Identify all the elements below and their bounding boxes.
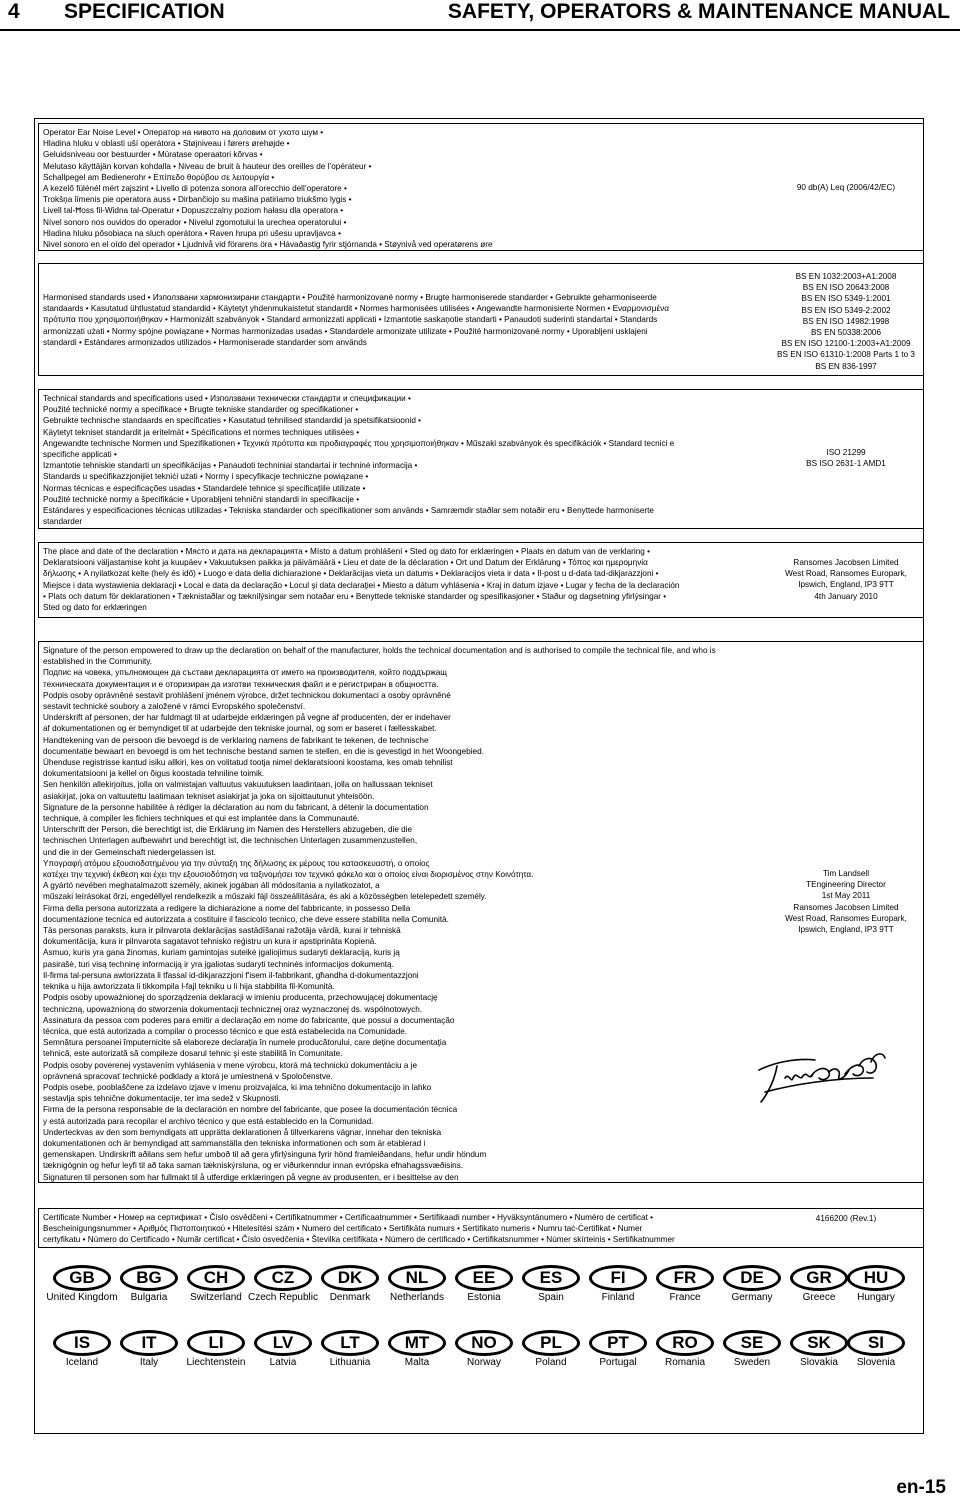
country-name: Portugal (599, 1357, 637, 1368)
country-code: DK (321, 1265, 379, 1291)
signature-line: Podpis osoby upoważnionej do sporządzenia deklaracji w imieniu producenta, przechowującej dokumentację (43, 993, 438, 1003)
country-code: SI (847, 1330, 905, 1356)
country-code: PL (522, 1330, 580, 1356)
signature-line: dokumentācija, kura ir pilnvarota sagatavot tehnisko reģistru un kura ir apstiprināta Kopienā. (43, 937, 377, 947)
signature-line: asiakirjat, joka on valtuutettu laatimaan tekniset asiakirjat ja joka on sijoittautunut yhteisöön. (43, 791, 375, 801)
standard-item: BS EN ISO 5349-2:2002 (801, 305, 891, 315)
certificate-section (38, 1208, 924, 1248)
country-name: United Kingdom (46, 1292, 118, 1303)
country-name: Spain (538, 1292, 564, 1303)
country-code: CZ (254, 1265, 312, 1291)
country-fr (655, 1265, 715, 1309)
country-name: Romania (664, 1357, 706, 1368)
standard-item: BS EN ISO 14982:1998 (802, 316, 890, 326)
country-name: Iceland (65, 1357, 99, 1368)
declaration-line: Deklaratsiooni väljastamise koht ja kuupäev • Vakuutuksen paikka ja päivämäärä • Lieu et date de la déclaration • Ort und Datum der Erklärung • Τόπος και ημερομηνία (43, 558, 648, 568)
place-line: Ransomes Jacobsen Limited (793, 558, 899, 567)
noise-line: Operator Ear Noise Level • Оператор на нивото на доловим от ухото шум • (43, 128, 324, 137)
signature-line: established in the Community. (43, 657, 153, 667)
country-code: FI (589, 1265, 647, 1291)
country-name: Switzerland (190, 1292, 242, 1303)
declaration-line: δήλωσης • A nyilatkozat kelte (hely és idő) • Luogo e data della dichiarazione • Deklarācijas vieta un datums • Deklaracijos vieta ir data • Il-post u d-data tad-dikjarazzjoni • (43, 569, 659, 579)
country-lt (320, 1330, 380, 1374)
standard-item: ISO 21299 (826, 448, 866, 457)
declaration-place (769, 557, 923, 602)
signature-line: Podpis osoby poverenej vystavením vyhlásenia v mene výrobcu, ktorá má technickú dokumentáciu a je (43, 1060, 418, 1070)
country-code: SE (723, 1330, 781, 1356)
country-name: Slovenia (856, 1357, 896, 1368)
standard-item: BS ISO 2631-1 AMD1 (806, 459, 886, 469)
certificate-text (43, 1212, 728, 1246)
country-nl (387, 1265, 447, 1309)
noise-line: A kezelő fülénél mért zajszint • Livello di potenza sonora all’orecchio dell’operatore • (43, 184, 347, 194)
signature-line: und die in der Gemeinschaft niedergelassen ist. (43, 847, 216, 857)
harmonised-standards (769, 271, 923, 372)
country-code: ES (522, 1265, 580, 1291)
signature-line: dokumentatsiooni ja kellel on õigus koostada tehniline toimik. (43, 769, 265, 779)
country-name: Malta (404, 1357, 430, 1368)
declaration-line: The place and date of the declaration • Място и дата на декларацията • Místo a datum prohlášení • Sted og dato for erklæringen • Plaats en datum van de verklaring • (43, 547, 650, 556)
technical-line: Käytetyt tekniset standardit ja eritelmät • Spécifications et normes techniques utilisées • (43, 427, 360, 437)
country-code: FR (656, 1265, 714, 1291)
manual-title: SAFETY, OPERATORS & MAINTENANCE MANUAL (447, 0, 950, 23)
certificate-number: 4166200 (Rev.1) (815, 1214, 877, 1223)
noise-line: Nível sonoro nos ouvidos do operador • Nivelul zgomotului la urechea operatorului • (43, 217, 347, 227)
country-code: HU (847, 1265, 905, 1291)
signature-line: Underteckvas av den som bemyndigats att upprätta deklarationen å tillverkarens vägnar, innehar den tekniska (43, 1127, 442, 1137)
country-name: Slovakia (800, 1357, 838, 1368)
country-hu (846, 1265, 906, 1309)
country-name: Hungary (857, 1292, 895, 1303)
declaration-text (43, 546, 728, 613)
country-code: LV (254, 1330, 312, 1356)
signature-line: sestavlja spis tehnične dokumentacije, ter ima sedež v Skupnosti. (43, 1094, 281, 1104)
technical-line: Technical standards and specifications used • Използвани технически стандарти и спецификации • (43, 394, 411, 403)
country-se (722, 1330, 782, 1374)
country-lv (253, 1330, 313, 1374)
signatory-details (769, 868, 923, 935)
standard-item: BS EN 50338:2006 (810, 328, 882, 338)
certificate-line: certyfikatu • Número do Certificado • Număr certificat • Číslo osvedčenia • Številka certifikata • Número de certificado • Certifikatsnummer • Númer skírteinis • Sertifikatnummer (43, 1235, 675, 1245)
harmonised-line: standardi • Estándares armonizados utilizados • Harmoniserade standarder som används (43, 337, 367, 347)
place-line: West Road, Ransomes Europark, (785, 569, 907, 579)
signature-line: oprávnená spracovať technické podklady a ktorá je umiestnená v Spoločenstve. (43, 1071, 333, 1081)
technical-line: Estándares y especificaciones técnicas utilizadas • Tekniska standarder och specifikationer som används • Samræmdir staðlar sem notaðir eru • Benyttede harmoniserte (43, 506, 654, 516)
signature-line: techniczną, upoważnioną do stworzenia dokumentacji technicznej oraz wyznaczonej ds. wspólnotowych. (43, 1004, 423, 1014)
section-number: 4 (8, 0, 20, 23)
technical-line: specifiche applicati • (43, 450, 117, 460)
declaration-line: Sted og dato for erklæringen (43, 603, 147, 613)
signatory-line: Ipswich, England, IP3 9TT (798, 925, 894, 935)
signature-line: Podpis osoby oprávněné sestavit prohlášení jménem výrobce, držet technickou dokumentaci a osoby oprávněné (43, 690, 451, 700)
country-fi (588, 1265, 648, 1309)
country-name: Norway (467, 1357, 501, 1368)
country-code: RO (656, 1330, 714, 1356)
signature-line: műszaki leírásokat őrzi, engedéllyel rendelkezik a műszaki fájl összeállítására, és aki a közösségben letelepedett személy. (43, 892, 487, 902)
technical-standards (769, 447, 923, 469)
country-code: SK (790, 1330, 848, 1356)
country-code: LT (321, 1330, 379, 1356)
technical-line: standarder (43, 517, 83, 527)
country-name: Czech Republic (247, 1292, 319, 1303)
noise-section (38, 123, 924, 251)
technical-line: Angewandte technische Normen und Spezifikationen • Τεχνικά πρότυπα και προδιαγραφές που χρησιμοποιήθηκαν • Műszaki szabványok és specifikációk • Standard tecnici e (43, 438, 675, 448)
technical-section (38, 389, 924, 529)
signature-line: technischen Unterlagen aufbewahrt und berechtigt ist, die technischen Unterlagen zusammenzustellen, (43, 836, 418, 846)
country-it (119, 1330, 179, 1374)
noise-line: Geluidsniveau oor bestuurder • Müratase operaatori kõrvas • (43, 150, 263, 160)
noise-line: Schallpegel am Bedienerohr • Επίπεδο θορύβου σε λειτουργία • (43, 172, 275, 182)
country-gb (46, 1265, 118, 1309)
noise-value: 90 db(A) Leq (2006/42/EC) (796, 183, 896, 192)
country-name: Bulgaria (130, 1292, 168, 1303)
country-code: GB (53, 1265, 111, 1291)
noise-text (43, 127, 728, 250)
harmonised-line: πρότυπα που χρησιμοποιήθηκαν • Harmonizált szabványok • Standard armonizzati applicati • Izmantotie saskaņotie standarti • Panaudoti suderinti standartai • Standards (43, 315, 658, 325)
signature-line: техническата документация и е оторизиран да изготви техническия файл и е регистриран в общността. (43, 679, 439, 689)
signature-line: Handtekening van de persoon die bevoegd is de verklaring namens de fabrikant te tekenen, de technische (43, 735, 429, 745)
signature-line: tehnică, este autorizată să compileze dosarul tehnic şi este stabilită în Comunitate. (43, 1049, 343, 1059)
place-line: 4th January 2010 (814, 591, 878, 601)
country-code: PT (589, 1330, 647, 1356)
country-bg (119, 1265, 179, 1309)
country-name: Liechtenstein (186, 1357, 246, 1368)
signature-line: Underskrift af personen, der har fuldmagt til at udarbejde erklæringen på vegne af producenten, der er indehaver (43, 713, 451, 723)
declaration-line: Miejsce i data wystawienia deklaracji • Local e data da declaração • Locul şi data declaraţiei • Miesto a dátum vyhlásenia • Kraj in datum izjave • Lugar y fecha de la declaración (43, 580, 680, 590)
signature-line: af dokumentationen og er bemyndiget til at udarbejde den tekniske journal, og som er baseret i fællesskabet. (43, 724, 437, 734)
signature-line: documentatie bewaart en bevoegd is om het technische bestand samen te stellen, en die is gevestigd in het Woongebied. (43, 746, 484, 756)
signature-line: Υπογραφή ατόμου εξουσιοδοτημένου για την σύνταξη της δήλωσης εκ μέρους του κατασκευαστή, ο οποίος (43, 858, 430, 868)
country-de (722, 1265, 782, 1309)
country-no (454, 1330, 514, 1374)
noise-line: Hladina hluku v oblasti uší operátora • Støjniveau i førers ørehøjde • (43, 139, 290, 149)
section-label: SPECIFICATION (64, 0, 225, 23)
standard-item: BS EN ISO 61310-1:2008 Parts 1 to 3 (777, 350, 915, 360)
noise-line: Livell tal-Ħoss fil-Widna tal-Operatur • Dopuszczalny poziom hałasu dla operatora • (43, 206, 344, 216)
signature-line: Подпис на човека, упълномощен да състави декларацията от името на производителя, който поддържащ (43, 668, 448, 678)
technical-line: Použité technické normy a specifikace • Brugte tekniske standarder og specifikationer • (43, 405, 359, 415)
signature-line: tæknigögnin og hefur leyfi til að taka saman tækniskýrsluna, og er viðurkenndur innan evrópska efnahagssvæðisins. (43, 1161, 464, 1171)
signature-line: gemenskapen. Undirskrift aðilans sem hefur umboð til að gera yfirlýsinguna fyrir hönd framleiðandans, hefur undir höndum (43, 1150, 487, 1160)
country-name: Netherlands (390, 1292, 444, 1303)
signatory-line: Tim Landsell (822, 869, 870, 878)
harmonised-text (43, 292, 728, 348)
signatory-line: 1st May 2011 (821, 891, 871, 901)
signature-line: Unterschrift der Person, die berechtigt ist, die Erklärung im Namen des Herstellers abzugeben, die die (43, 825, 413, 835)
country-si (846, 1330, 906, 1374)
signature-line: Firma de la persona responsable de la declaración en nombre del fabricante, que posee la documentación técnica (43, 1105, 458, 1115)
signature-line: Signature de la personne habilitée à rédiger la déclaration au nom du fabricant, à détenir la documentation (43, 802, 429, 812)
country-code: NL (388, 1265, 446, 1291)
country-ee (454, 1265, 514, 1309)
signature-line: Semnătura persoanei împuternicite să elaboreze declaraţia în numele producătorului, care deţine documentaţia (43, 1038, 447, 1048)
handwritten-signature (745, 1048, 895, 1110)
header-rule (0, 29, 960, 31)
signature-line: technique, à compiler les fichiers techniques et qui est implantée dans la Communauté. (43, 814, 360, 824)
standard-item: BS EN ISO 20643:2008 (802, 283, 890, 293)
certificate-line: Certificate Number • Номер на сертификат • Číslo osvědčení • Certifikatnummer • Certificaatnummer • Sertifikaadi number • Hyväksyntänumero • Numéro de certificat • (43, 1213, 654, 1222)
country-name: Estonia (467, 1292, 501, 1303)
country-name: Greece (802, 1292, 836, 1303)
country-pl (521, 1330, 581, 1374)
signature-line: A gyártó nevében meghatalmazott személy, akinek jogában áll módosítania a nyilatkozatot, a (43, 881, 380, 891)
harmonised-line: armonizzati użati • Normy spójne powiązane • Normas harmonizadas usadas • Standardele armonizate utilizate • Použité harmonizované normy • Uporabljeni usklajeni (43, 326, 648, 336)
declaration-place-section (38, 542, 924, 618)
country-name: Italy (139, 1357, 159, 1368)
signature-line: técnica, que está autorizada a compilar o processo técnico e que está estabelecida na Comunidade. (43, 1026, 408, 1036)
standard-item: BS EN ISO 12100-1:2003+A1:2009 (781, 339, 911, 349)
standard-item: BS EN 1032:2003+A1:2008 (795, 272, 897, 281)
country-code: LI (187, 1330, 245, 1356)
country-name: Poland (535, 1357, 567, 1368)
signature-line: y está autorizada para recopilar el archivo técnico y que está establecido en la Comunidad. (43, 1116, 374, 1126)
country-code: DE (723, 1265, 781, 1291)
signature-line: Podpis osebe, pooblaščene za izdelavo izjave v imenu proizvajalca, ki ima tehnično dokumentacijo in lahko (43, 1082, 432, 1092)
country-code: CH (187, 1265, 245, 1291)
signatory-line: West Road, Ransomes Europark, (785, 913, 907, 923)
noise-line: Hladina hluku pôsobiaca na sluch operátora • Raven hrupa pri ušesu upravljavca • (43, 228, 341, 238)
country-name: Denmark (329, 1292, 371, 1303)
country-name: Finland (601, 1292, 635, 1303)
harmonised-line: standaards • Kasutatud ühtlustatud standardid • Käytetyt yhdenmukaistetut standardit • Normes harmonisées utilisées • Angewandte harmonisierte Normen • Εναρμονισμένα (43, 304, 669, 314)
signature-line: documentazione tecnica ed autorizzata a costituire il fascicolo tecnico, che deve essere stabilita nella Comunità. (43, 914, 449, 924)
country-es (521, 1265, 581, 1309)
signature-line: Signaturen til personen som har fullmakt til å utferdige erklæringen på vegne av produsenten, er i besittelse av den (43, 1172, 459, 1182)
country-li (186, 1330, 246, 1374)
standard-item: BS EN 836-1997 (815, 361, 877, 371)
signature-line: Signature of the person empowered to draw up the declaration on behalf of the manufacturer, holds the technical documentation and is authorised to compile the technical file, and who is (43, 646, 716, 655)
signature-line: Tās personas paraksts, kura ir pilnvarota deklarācijas sastādīšanai ražotāja vārdā, kurai ir tehniskā (43, 926, 401, 936)
country-name: Germany (731, 1292, 773, 1303)
signature-line: Assinatura da pessoa com poderes para emitir a declaração em nome do fabricante, que possui a documentação (43, 1015, 455, 1025)
country-ch (186, 1265, 246, 1309)
signature-line: Firma della persona autorizzata a redigere la dichiarazione a nome del fabbricante, in possesso Della (43, 903, 411, 913)
country-dk (320, 1265, 380, 1309)
technical-line: Normas técnicas e especificações usadas • Standardele tehnice şi specificaţiile utilizate • (43, 483, 366, 493)
page-header (0, 0, 960, 26)
signature-line: κατέχει την τεχνική έκθεση και έχει την εξουσιοδότηση να ταξινομήσει τον τεχνικό φάκελο και ο οποίος είναι διορισμένος στην Κοινότητα. (43, 870, 534, 880)
country-codes-row-2 (52, 1330, 912, 1376)
technical-line: Použité technické normy a špecifikácie • Uporabljeni tehnični standardi in specifikacije • (43, 494, 360, 504)
certificate-line: Bescheinigungsnummer • Αριθμός Πιστοποιητικού • Hitelesítési szám • Numero del certificato • Sertifikāta numurs • Sertifikato numeris • Numru taċ-Ċertifikat • Numer (43, 1224, 643, 1234)
harmonised-line: Harmonised standards used • Използвани хармонизирани стандарти • Použité harmonizované normy • Brugte harmoniserede standarder • Gebruikte geharmoniseerde (43, 293, 657, 302)
harmonised-section (38, 263, 924, 376)
country-ro (655, 1330, 715, 1374)
country-mt (387, 1330, 447, 1374)
signatory-line: TEngineering Director (806, 880, 886, 890)
country-name: France (669, 1292, 701, 1303)
country-code: IS (53, 1330, 111, 1356)
country-name: Latvia (269, 1357, 297, 1368)
country-is (52, 1330, 112, 1374)
noise-line: Melutaso käyttäjän korvan kohdalla • Niveau de bruit à hauteur des oreilles de l’opérateur • (43, 161, 372, 171)
signature-text (43, 645, 728, 1183)
country-code: EE (455, 1265, 513, 1291)
signature-line: pasirašė, turi visą techninę informaciją ir yra įgaliotas sudaryti techninės informacijos dokumentą. (43, 959, 394, 969)
technical-line: Izmantotie tehniskie standarti un specifikācijas • Panaudoti techniniai standartai ir techninė informacija • (43, 461, 418, 471)
country-codes-row-1 (46, 1265, 912, 1311)
country-code: IT (120, 1330, 178, 1356)
country-code: GR (790, 1265, 848, 1291)
standard-item: BS EN ISO 5349-1:2001 (801, 294, 891, 304)
technical-line: Gebruikte technische standaards en specificaties • Kasutatud tehnilised standardid ja spetsifikatsioonid • (43, 416, 422, 426)
noise-line: Trokšņa līmenis pie operatora auss • Dirbančiojo su mašina patiriamo triukšmo lygis • (43, 195, 352, 205)
technical-line: Standards u speċifikazzjonijiet tekniċi użati • Normy i specyfikacje techniczne powiązane • (43, 472, 369, 482)
signature-line: sestavit technické soubory a založené v rámci Evropského společenství. (43, 702, 306, 712)
signature-line: Asmuo, kuris yra gana žinomas, kuriam gamintojas suteikė įgaliojimus sudaryti deklaraciją, kuris ją (43, 948, 400, 958)
country-code: BG (120, 1265, 178, 1291)
place-line: Ipswich, England, IP3 9TT (798, 580, 894, 590)
page-number: en-15 (896, 1477, 946, 1498)
country-code: NO (455, 1330, 513, 1356)
country-name: Lithuania (329, 1357, 371, 1368)
noise-line: Nivel sonoro en el oído del operador • Ljudnivå vid förarens öra • Hávaðastig fyrir stjórnanda • Støynivå ved operatørens øre (43, 240, 493, 250)
country-code: MT (388, 1330, 446, 1356)
signatory-line: Ransomes Jacobsen Limited (793, 902, 899, 912)
country-pt (588, 1330, 648, 1374)
country-cz (247, 1265, 319, 1309)
country-name: Sweden (733, 1357, 771, 1368)
declaration-line: • Plats och datum för deklarationen • Tæknistaðlar og tæknilýsingar sem notaðar eru • Benyttede tekniske standarder og spesifikasjoner • Staður og dagsetning yfirlýsingar • (43, 591, 667, 601)
signature-line: Ühenduse registrisse kantud isiku allkiri, kes on volitatud tootja nimel deklaratsiooni koostama, kes omab tehnilist (43, 758, 453, 768)
signature-line: Il-firma tal-persuna awtorizzata li tfassal id-dikjarazzjoni f'isem il-fabbrikant, għandha d-dokumentazzjoni (43, 970, 419, 980)
signature-line: teknika u hija awtorizzata li tikkompila l-fajl tekniku u li hija stabbilita fil-Komunità. (43, 982, 335, 992)
technical-text (43, 393, 728, 527)
signature-line: Sen henkilön allekirjoitus, jolla on valmistajan valtuutus vakuutuksen laadintaan, jolla on hallussaan tekniset (43, 780, 433, 790)
signature-line: dokumentationen och är bemyndigad att sammanställa den tekniska informationen och som är etablerad i (43, 1138, 426, 1148)
